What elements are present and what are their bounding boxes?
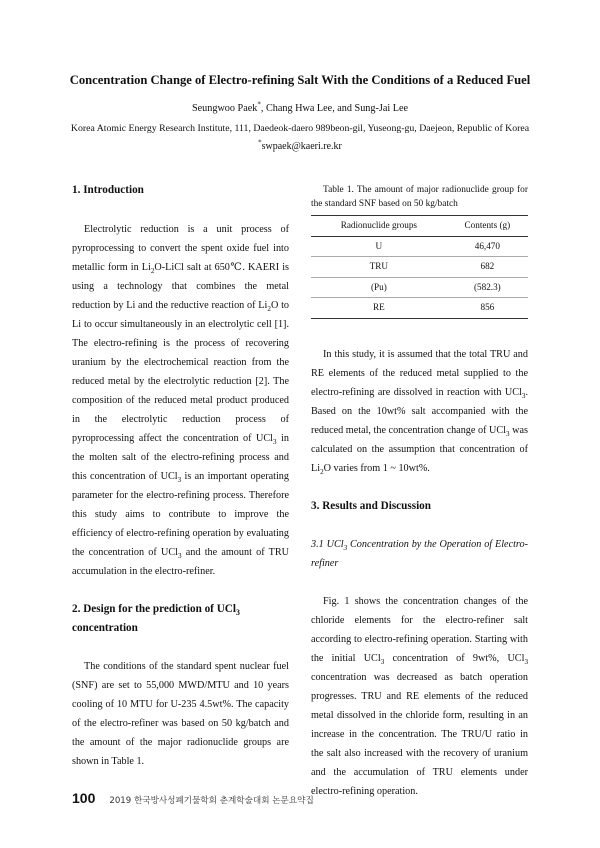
- design-paragraph: The conditions of the standard spent nuclear fuel (SNF) are set to 55,000 MWD/MTU and 10 years cooling of 10 MTU for U-235 4.5wt%. The capacity of the electro-refiner was based on 50 kg/batch and the amount of the major radionuclide groups are shown in Table 1.: [72, 661, 289, 767]
- table-cell: U: [311, 236, 447, 257]
- table-row: [311, 277, 528, 298]
- intro-paragraph: Electrolytic reduction is a unit process of pyroprocessing to convert the spent oxide fuel into metallic form in $Li_2O$-LiCl salt at 650℃. KAERI is using a technology that combines the metal reduction by Li and the reductive reaction of $Li_2O$ to Li to occur simultaneously in an electrolytic cell [1]. The electro-refining is the process of recovering uranium by the electrochemical reaction from the reduced metal by the electrolytic reduction [2]. The composition of the reduced metal product produced in the electrolytic reduction process of pyroprocessing affect the concentration of UCl$_3$ in the molten salt of the electro-refining process and this concentration of UCl$_3$ is an important operating parameter for the electro-refining process. Therefore this study aims to contribute to improve the efficiency of electro-refining operation by evaluating the concentration of UCl$_3$ and the amount of TRU accumulation in the electro-refiner.: [72, 224, 290, 577]
- left-column: [72, 181, 289, 771]
- table-cell: TRU: [311, 257, 447, 278]
- table-header-cell: Radionuclide groups: [311, 216, 447, 237]
- affiliation: Korea Atomic Energy Research Institute, 111, Daedeok-daero 989beon-gil, Yuseong-gu, Daejeon, Republic of Korea: [70, 123, 530, 134]
- intro-heading: 1. Introduction: [72, 184, 144, 196]
- table-caption: Table 1. The amount of major radionuclide group for the standard SNF based on 50 kg/batch: [311, 185, 528, 209]
- email-mark: *: [258, 138, 262, 147]
- design-heading: 2. Design for the prediction of UCl$_3$ concentration: [72, 603, 240, 634]
- table-cell: (Pu): [311, 277, 447, 298]
- email-address: swpaek@kaeri.re.kr: [261, 141, 342, 152]
- paper-title: Concentration Change of Electro-refining Salt With the Conditions of a Reduced Fuel: [69, 73, 531, 87]
- author-list: [0, 100, 600, 114]
- study-paragraph: In this study, it is assumed that the total TRU and RE elements of the reduced metal supplied to the electro-refining are dissolved in reaction with UCl$_3$. Based on the 10wt% salt accompanied with the reduced metal, the concentration change of UCl$_3$ was calculated on the assumption that concentration of $Li_2O$ varies from 1 ~ 10wt%.: [311, 348, 529, 476]
- author-primary: Seungwoo Paek: [191, 103, 258, 114]
- right-column: [311, 184, 528, 801]
- fig-paragraph: Fig. 1 shows the concentration changes of the chloride elements for the electro-refiner salt according to electro-refining operation. Starting with the initial UCl$_3$ concentration of 9wt%, UCl$_3$ concentration was decreased as batch operation progresses. TRU and RE elements of the reduced metal dissolved in the chloride form, resulting in an increase in the concentration. The TRU/U ratio in the salt also increased with the recovery of uranium and the accumulation of TRU elements under electro-refining operation.: [311, 595, 528, 797]
- results-heading: 3. Results and Discussion: [311, 499, 431, 512]
- table-cell: (582.3): [447, 277, 528, 298]
- table-1: [311, 215, 528, 319]
- table-cell: 682: [447, 257, 528, 278]
- corresponding-mark: *: [257, 100, 261, 109]
- table-header-row: [311, 216, 528, 237]
- table-row: [311, 298, 528, 319]
- page-footer: [72, 790, 314, 806]
- table-header-cell: Contents (g): [447, 216, 528, 237]
- email-line: [0, 138, 600, 152]
- table-row: [311, 236, 528, 257]
- page-number: 100: [72, 790, 96, 806]
- table-cell: 856: [447, 298, 528, 319]
- authors-rest: , Chang Hwa Lee, and Sung-Jai Lee: [260, 103, 409, 114]
- venue-label: 2019 한국방사성폐기물학회 춘계학술대회 논문요약집: [109, 796, 314, 806]
- table-row: [311, 257, 528, 278]
- subsection-heading: 3.1 UCl$_3$ Concentration by the Operation of Electro-refiner: [311, 538, 528, 569]
- table-cell: RE: [311, 298, 447, 319]
- table-cell: 46,470: [447, 236, 528, 257]
